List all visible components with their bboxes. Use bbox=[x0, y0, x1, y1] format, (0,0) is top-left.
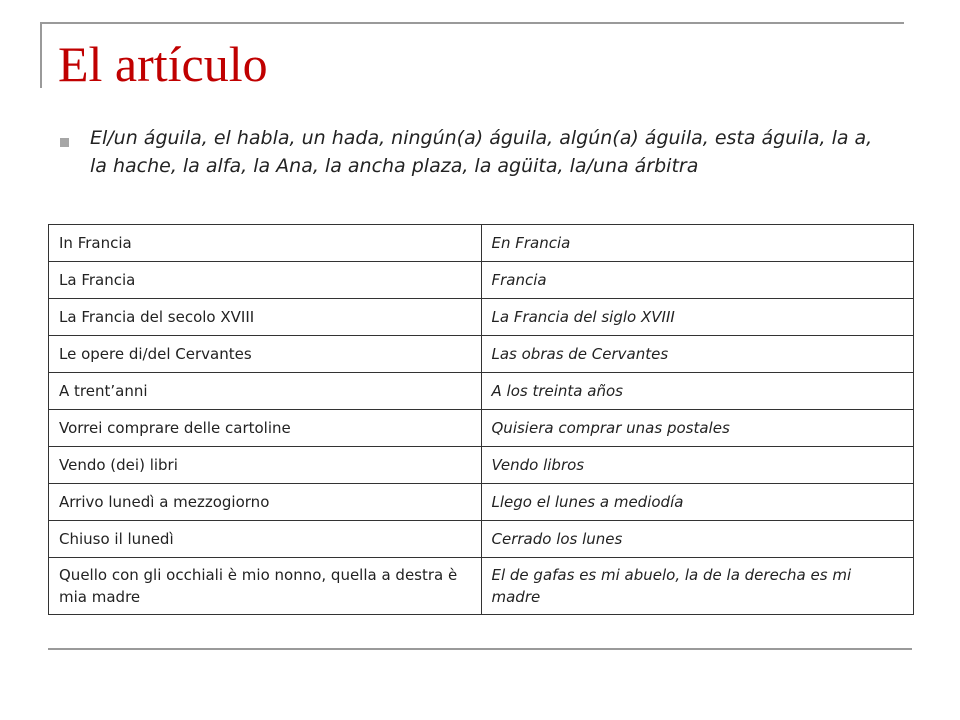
table-row bbox=[49, 225, 914, 262]
italian-cell: Le opere di/del Cervantes bbox=[49, 336, 482, 373]
translation-table bbox=[48, 224, 914, 615]
table-row bbox=[49, 410, 914, 447]
left-rule bbox=[40, 22, 42, 88]
italian-cell: La Francia del secolo XVIII bbox=[49, 299, 482, 336]
spanish-cell: Francia bbox=[481, 262, 914, 299]
table-row bbox=[49, 558, 914, 615]
spanish-cell: Llego el lunes a mediodía bbox=[481, 484, 914, 521]
spanish-cell: En Francia bbox=[481, 225, 914, 262]
italian-cell: Vendo (dei) libri bbox=[49, 447, 482, 484]
table-row bbox=[49, 373, 914, 410]
bottom-rule bbox=[48, 648, 912, 650]
italian-cell: La Francia bbox=[49, 262, 482, 299]
italian-cell: Quello con gli occhiali è mio nonno, quella a destra è mia madre bbox=[49, 558, 482, 615]
table-row bbox=[49, 521, 914, 558]
spanish-cell: La Francia del siglo XVIII bbox=[481, 299, 914, 336]
spanish-cell: Cerrado los lunes bbox=[481, 521, 914, 558]
table-row bbox=[49, 262, 914, 299]
table-row bbox=[49, 336, 914, 373]
table-row bbox=[49, 299, 914, 336]
italian-cell: In Francia bbox=[49, 225, 482, 262]
bullet-item bbox=[58, 124, 878, 180]
spanish-cell: Vendo libros bbox=[481, 447, 914, 484]
spanish-cell: El de gafas es mi abuelo, la de la derecha es mi madre bbox=[481, 558, 914, 615]
slide-title: El artículo bbox=[58, 36, 268, 92]
table-row bbox=[49, 447, 914, 484]
square-bullet-icon bbox=[60, 138, 69, 147]
italian-cell: Vorrei comprare delle cartoline bbox=[49, 410, 482, 447]
bullet-text: El/un águila, el habla, un hada, ningún(a) águila, algún(a) águila, esta águila, la a, la hache, la alfa, la Ana, la ancha plaza, la agüita, la/una árbitra bbox=[90, 127, 873, 177]
italian-cell: Arrivo lunedì a mezzogiorno bbox=[49, 484, 482, 521]
spanish-cell: Quisiera comprar unas postales bbox=[481, 410, 914, 447]
spanish-cell: Las obras de Cervantes bbox=[481, 336, 914, 373]
italian-cell: A trent’anni bbox=[49, 373, 482, 410]
table-row bbox=[49, 484, 914, 521]
italian-cell: Chiuso il lunedì bbox=[49, 521, 482, 558]
top-rule bbox=[40, 22, 904, 24]
spanish-cell: A los treinta años bbox=[481, 373, 914, 410]
